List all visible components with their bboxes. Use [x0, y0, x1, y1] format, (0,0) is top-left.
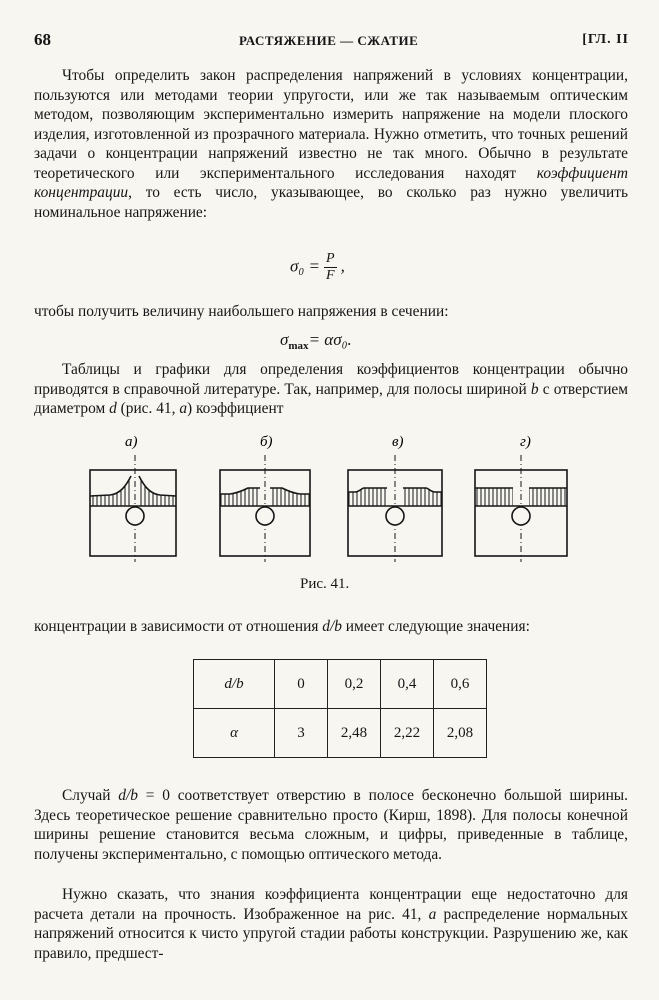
chapter-label: [ГЛ. II	[582, 32, 629, 47]
table-row	[194, 709, 487, 758]
running-title: РАСТЯЖЕНИЕ — СЖАТИЕ	[239, 33, 419, 48]
page-header	[34, 30, 629, 52]
table-cell: 2,22	[381, 709, 434, 758]
table-header-alpha: α	[194, 709, 275, 758]
panel-a-elastic-concentration	[90, 455, 176, 562]
figure-41-stress-distribution	[80, 430, 600, 580]
figure-label-b: б)	[260, 434, 273, 450]
table-cell: 0,2	[328, 660, 381, 709]
figure-label-a: а)	[125, 434, 138, 450]
page-number: 68	[34, 30, 51, 49]
term-concentration-coefficient: коэффициент концентрации	[34, 164, 628, 201]
figure-caption: Рис. 41.	[300, 576, 350, 592]
paragraph-ratio-values: концентрации в зависимости от отношения d/b имеет следующие значения:	[34, 618, 530, 635]
figure-label-v: в)	[392, 434, 404, 450]
table-cell: 3	[275, 709, 328, 758]
panel-g-uniform-plastic	[475, 455, 567, 562]
table-row	[194, 660, 487, 709]
table-header-ratio: d/b	[194, 660, 275, 709]
equation-nominal-stress: σ₀ = $\frac{P}{F}$ ,	[290, 251, 345, 283]
table-cell: 0	[275, 660, 328, 709]
table-cell: 2,08	[434, 709, 487, 758]
table-cell: 0,6	[434, 660, 487, 709]
equation-max-stress: $\sigma_{max}= \alpha\sigma_0$.	[280, 330, 352, 352]
paragraph-strength-calculation: Нужно сказать, что знания коэффициента концентрации еще недостаточно для расчета детали на прочность. Изображенное на рис. 41, а распределение нормальных напряжений относится к чисто упругой стадии работы конструкции. Разрушению же, как правило, предшест-	[34, 886, 629, 962]
paragraph-reference-tables: Таблицы и графики для определения коэффициентов концентрации обычно приводятся в справочной литературе. Так, например, для полосы шириной b с отверстием диаметром d (рис. 41, а) коэффициент	[34, 361, 629, 417]
panel-b-partial-plastic	[220, 455, 310, 562]
paragraph-concentration-methods: Чтобы определить закон распределения напряжений в условиях концентрации, пользуются или методами теории упругости, или же так называемым оптическим методом, позволяющим экспериментально измерить напряжение на модели плоского изделия, изготовленной из прозрачного материала. Нужно отметить, что точных решений задачи о концентрации напряжений известно не так много. Обычно в результате теоретического или экспериментального исследования находят коэффициент концентрации, то есть число, указывающее, во сколько раз нужно увеличить номинальное напряжение:	[34, 67, 628, 221]
panel-v-developed-plastic	[348, 455, 442, 562]
figure-label-g: г)	[520, 434, 531, 450]
table-cell: 2,48	[328, 709, 381, 758]
concentration-table	[193, 659, 487, 758]
table-cell: 0,4	[381, 660, 434, 709]
paragraph-infinite-width-case: Случай d/b = 0 соответствует отверстию в полосе бесконечно большой ширины. Здесь теоретическое решение сравнительно просто (Кирш, 1898). Для полосы конечной ширины решение становится весьма сложным, и цифры, приведенные в таблице, получены экспериментально, с помощью оптического метода.	[34, 787, 628, 863]
paragraph-max-stress-intro: чтобы получить величину наибольшего напряжения в сечении:	[34, 303, 449, 320]
